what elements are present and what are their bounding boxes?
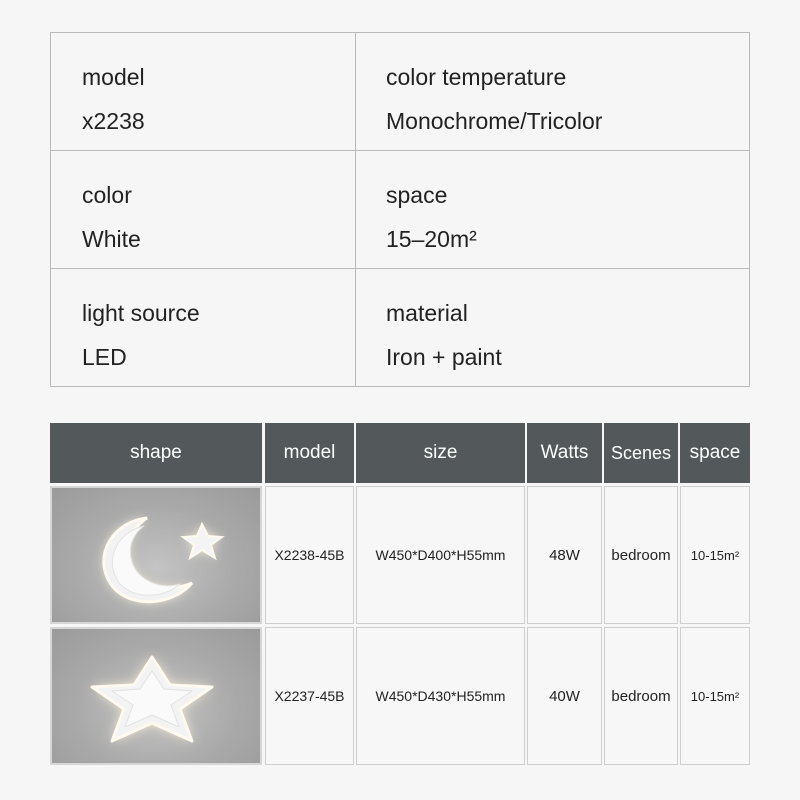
cell-model: X2238-45B [265,486,354,624]
spec-value: x2238 [82,108,145,134]
spec-label: space [386,182,448,208]
cell-space: 10-15m² [680,627,750,765]
spec-cell-color [51,151,356,269]
spec-label: material [386,300,468,326]
spec-value: Iron + paint [386,344,502,370]
header-size: size [356,423,525,483]
spec-table [50,32,750,387]
cell-scenes: bedroom [604,627,678,765]
spec-cell-model [51,33,356,151]
table-row [50,627,750,765]
spec-value: LED [82,344,127,370]
moon-star-lamp-photo [50,486,262,624]
header-scenes: Scenes [604,423,678,483]
spec-label: light source [82,300,200,326]
cell-space: 10-15m² [680,486,750,624]
spec-label: model [82,64,145,90]
spec-cell-space [356,151,749,269]
header-watts: Watts [527,423,602,483]
cell-watts: 40W [527,627,602,765]
spec-cell-light-source [51,269,356,386]
star-lamp-photo [50,627,262,765]
cell-model: X2237-45B [265,627,354,765]
header-space: space [680,423,750,483]
header-model: model [265,423,354,483]
cell-size: W450*D400*H55mm [356,486,525,624]
cell-watts: 48W [527,486,602,624]
spec-value: White [82,226,141,252]
cell-scenes: bedroom [604,486,678,624]
spec-value: 15–20m² [386,226,477,252]
cell-size: W450*D430*H55mm [356,627,525,765]
header-shape: shape [50,423,262,483]
product-table [50,423,750,768]
table-row [50,486,750,624]
spec-label: color temperature [386,64,567,90]
spec-value: Monochrome/Tricolor [386,108,603,134]
spec-cell-material [356,269,749,386]
spec-label: color [82,182,132,208]
spec-cell-color-temperature [356,33,749,151]
product-table-header [50,423,750,483]
